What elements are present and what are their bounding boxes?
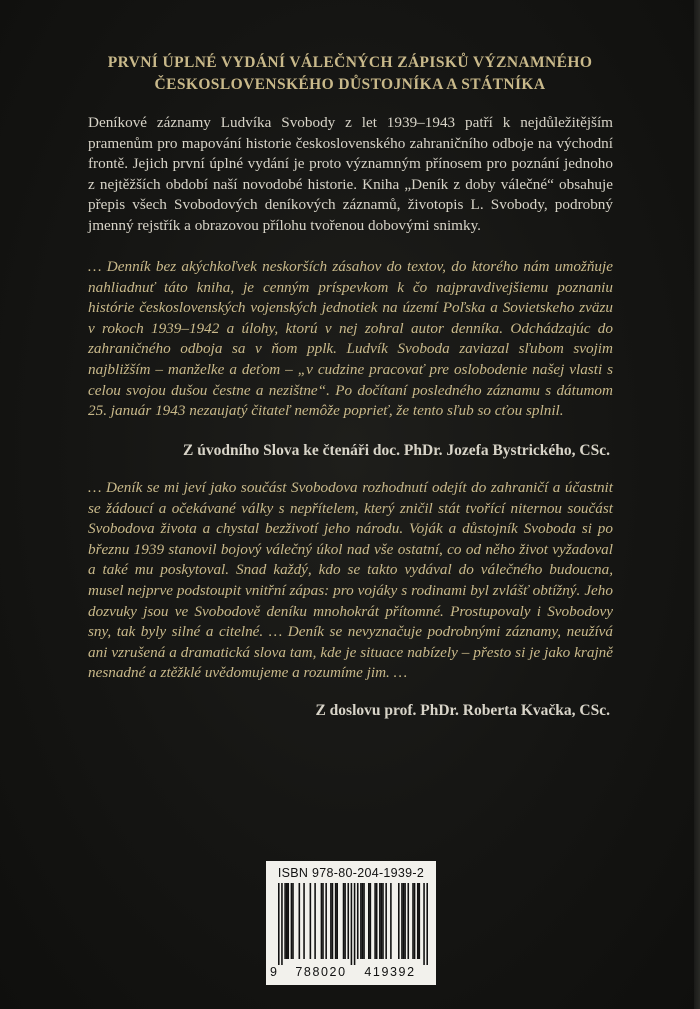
headline-line-1: PRVNÍ ÚPLNÉ VYDÁNÍ VÁLEČNÝCH ZÁPISKŮ VÝZNAMNÉHO (107, 54, 593, 71)
cover-headline (90, 52, 610, 96)
attribution-kvacek: Z doslovu prof. PhDr. Roberta Kvačka, CSc. (315, 702, 610, 719)
barcode-bar (363, 883, 365, 959)
headline-line-2: ČESKOSLOVENSKÉHO DŮSTOJNÍKA A STÁTNÍKA (154, 76, 546, 93)
barcode-bar (281, 883, 283, 965)
barcode-bar (287, 883, 289, 959)
ean-right-digits: 419392 (364, 965, 416, 979)
barcode-bar (351, 883, 353, 965)
quote-bystricky: … Denník bez akýchkoľvek neskorších zásahov do textov, do ktorého nám umožňuje nahliadnuť táto kniha, je cenným príspevkom k čo najpravdivejšiemu poznaniu histórie československých vojenských jednotiek na území Poľska a Sovietskeho zväzu v rokoch 1939–1942 a úlohy, ktorú v nej zohral autor denníka. Odchádzajúc do zahraničného odboja sa v ňom pplk. Ludvík Svoboda zaviazal sľubom svojim najbližším – manželke a deťom – „v cudzine pracovať pre oslobodenie našej vlasti s celou svojou dušou čestne a nezištne“. Po dočítaní posledného záznamu s dátumom 25. január 1943 nezaujatý čitateľ nemôže poprieť, že tento sľub so cťou splnil. (88, 258, 613, 420)
barcode-bar (335, 883, 337, 959)
barcode-bar (321, 883, 323, 959)
intro-paragraph: Deníkové záznamy Ludvíka Svobody z let 1939–1943 patří k nejdůležitějším pramenům pro mapování historie československého zahraničního odboje na východní frontě. Jejich první úplné vydání je proto významným přínosem pro poznání jednoho z nejtěžších období naší novodobé historie. Kniha „Deník z doby válečné“ obsahuje přepis všech Svobodových deníkových záznamů, životopis L. Svobody, podrobný jmenný rejstřík a obrazovou přílohu tvořenou dobovými snimky. (88, 114, 613, 234)
barcode-bar (414, 883, 416, 959)
barcode-bar (370, 883, 372, 959)
barcode-bar (292, 883, 294, 959)
ean13-barcode (278, 883, 428, 965)
barcode-bar (278, 883, 280, 965)
isbn-number: ISBN 978-80-204-1939-2 (277, 866, 425, 880)
barcode-bar (343, 883, 345, 959)
barcode-bar (299, 883, 301, 959)
barcode-bar (379, 883, 381, 959)
barcode-bar (385, 883, 387, 959)
barcode-bar (362, 883, 364, 959)
barcode-bar (426, 883, 428, 965)
barcode-bar (398, 883, 400, 959)
barcode-bar (347, 883, 349, 959)
barcode-bar (330, 883, 332, 959)
barcode-bar (381, 883, 383, 959)
barcode-bar (286, 883, 288, 959)
barcode-bar (423, 883, 425, 965)
barcode-bar (401, 883, 403, 959)
barcode-bar (412, 883, 414, 959)
barcode-bar (374, 883, 376, 959)
barcode-bar (322, 883, 324, 959)
barcode-bar (404, 883, 406, 959)
barcode-bar (390, 883, 392, 959)
barcode-bar (360, 883, 362, 959)
cover-edge (694, 0, 700, 1009)
barcode-bar (336, 883, 338, 959)
barcode-bar (382, 883, 384, 959)
attribution-bystricky: Z úvodního Slova ke čtenáři doc. PhDr. Jozefa Bystrického, CSc. (183, 442, 610, 459)
barcode-bar (310, 883, 312, 959)
ean-first-digit: 9 (270, 965, 277, 979)
barcode-bar (314, 883, 316, 959)
barcode-bar (403, 883, 405, 959)
barcode-bar (344, 883, 346, 959)
barcode-bar (332, 883, 334, 959)
barcode-bar (368, 883, 370, 959)
ean-left-digits: 788020 (295, 965, 347, 979)
isbn-barcode-label (266, 861, 436, 985)
barcode-bar (291, 883, 293, 959)
barcode-bar (407, 883, 409, 959)
barcode-bar (303, 883, 305, 959)
barcode-bar (376, 883, 378, 959)
barcode-bar (419, 883, 421, 959)
barcode-bar (354, 883, 356, 965)
quote-kvacek: … Deník se mi jeví jako součást Svobodova rozhodnutí odejít do zahraničí a účastnit se žádoucí a očekávané války s nepřítelem, který zničil stát tvořící niternou součást Svobodova života a chystal bezživotí jeho národu. Voják a důstojník Svoboda si po březnu 1939 stanovil bojový válečný úkol nad vše ostatní, co od něho život vyžadoval a také mu poskytoval. Snad každý, kdo se takto vydával do válečného budoucna, musel nejprve podstoupit vnitřní zápas: pro vojáky s rodinami byl zvlášť obtížný. Jeho dozvuky jsou ve Svobodově deníku mnohokrát přítomné. Prostupovaly i Svobodovy sny, tak byly silné a citelné. … Deník se nevyznačuje podrobnými záznamy, neužívá ani vzrušená a dramatická slova tam, kde je situace nabízely – přesto si je jako krajně nesnadné a ztěžklé uvědomujeme a rozumíme jim. … (88, 479, 613, 682)
barcode-bar (284, 883, 286, 959)
barcode-bar (357, 883, 359, 959)
barcode-bar (417, 883, 419, 959)
barcode-bar (325, 883, 327, 959)
